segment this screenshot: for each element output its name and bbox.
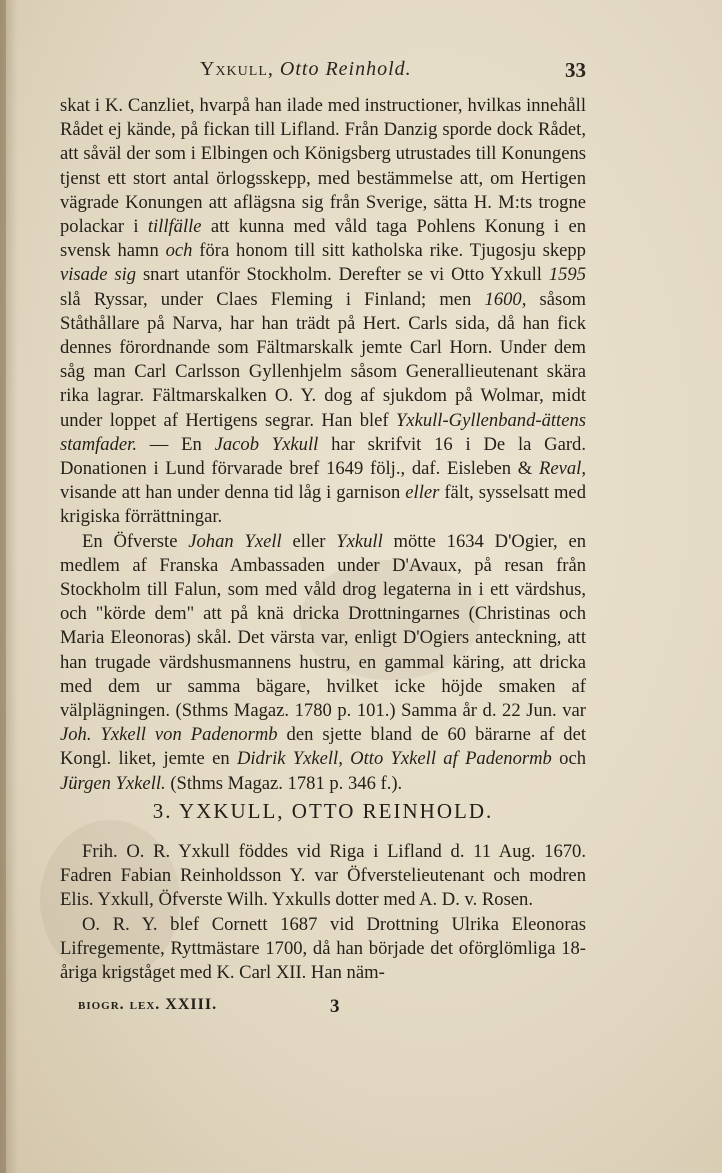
section-heading: 3. YXKULL, OTTO REINHOLD.: [152, 799, 494, 823]
italic-text: Jürgen Yxkell.: [60, 772, 166, 794]
running-header: [60, 58, 586, 88]
text-run: (Sthms Magaz. 1781 p. 346 f.).: [165, 772, 403, 794]
text-run: fält, sysselsatt med krigiska förrättningar.: [60, 482, 586, 528]
paragraph: [60, 913, 586, 986]
italic-text: 1600,: [484, 288, 527, 310]
italic-text: 1595: [548, 264, 586, 286]
signature-number: 3: [330, 996, 340, 1017]
italic-text: och: [165, 240, 193, 262]
text-run: snart utanför Stockholm. Derefter se vi Otto Yxkull: [136, 264, 549, 286]
italic-text: eller: [405, 482, 440, 504]
italic-text: Joh. Yxkell von Padenormb: [60, 724, 278, 746]
running-title: [200, 58, 412, 81]
paragraph: [60, 530, 586, 796]
text-run: mötte 1634 D'Ogier, en medlem af Franska Ambassaden under D'Avaux, på resan från Stockholm till Falun, som med våld drog legaterna in i ett värdshus, och "körde dem" att på knä dricka Drottningarnes (Christinas och Maria Eleonoras) skål. Det värsta var, enligt D'Ogiers anteckning, att han trugade värdshusmannens hustru, en gammal käring, att dricka med dem ur samma bägare, hvilket icke höjde smaken af välplägningen. (Sthms Magaz. 1780 p. 101.) Samma år d. 22 Jun. var: [60, 530, 586, 722]
text-run: och: [551, 748, 587, 770]
italic-text: visade sig: [60, 264, 137, 286]
italic-text: Reval,: [539, 458, 586, 480]
italic-text: Didrik Yxkell, Otto Yxkell af Padenormb: [236, 748, 552, 770]
italic-text: Yxkull: [336, 530, 383, 552]
text-run: — En: [136, 433, 215, 455]
text-run: Frih. O. R. Yxkull föddes vid Riga i Lifland d. 11 Aug. 1670. Fadren Fabian Reinholdsson Y. var Öfverstelieutenant och modren Elis. Yxkull, Öfverste Wilh. Yxkulls dotter med A. D. v. Rosen.: [60, 841, 586, 911]
italic-text: tillfälle: [147, 216, 202, 238]
text-run: O. R. Y. blef Cornett 1687 vid Drottning Ulrika Eleonoras Lifregemente, Ryttmästare 1700, då han började det oförglömliga 18-åriga krigståget med K. Carl XII. Han näm-: [60, 913, 586, 984]
text-run: att kunna med våld taga Pohlens Konung i en svensk hamn: [60, 216, 586, 262]
text-run: eller: [281, 530, 337, 552]
page-footer: [60, 996, 586, 1022]
text-run: såsom Ståthållare på Narva, har han trädt på Hert. Carls sida, då han fick dennes förordnande som Fältmarskalk jemte Carl Horn. Under dem såg man Carl Carlsson Gyllenhjelm såsom Generallieutenant skära rika lagrar. Fältmarskalken O. Y. dog af sjukdom på Wolmar, midt under loppet af Hertigens segrar. Han blef: [60, 288, 587, 431]
text-run: föra honom till sitt katholska rike. Tjugosju skepp: [192, 240, 586, 262]
paragraph: [60, 94, 586, 530]
italic-text: Yxkull-Gyllenband-ättens stamfader.: [60, 409, 586, 455]
paragraph: [60, 840, 586, 913]
text-run: har skrifvit 16 i De la Gard. Donationen i Lund förvarade bref 1649 följ., daf. Eisleben &: [60, 433, 586, 480]
italic-text: Johan Yxell: [188, 530, 282, 552]
page-number: 33: [565, 58, 586, 82]
running-title-name: Yxkull,: [200, 58, 274, 80]
running-title-given: Otto Reinhold.: [279, 58, 412, 80]
article-body-part-1: [60, 94, 586, 796]
article-body-part-2: [60, 840, 586, 985]
text-run: den sjette bland de 60 bärarne af det Kongl. liket, jemte en: [60, 724, 586, 770]
text-run: visande att han under denna tid låg i garnison: [60, 482, 406, 504]
text-run: slå Ryssar, under Claes Fleming i Finland; men: [60, 288, 485, 310]
page-binding-edge: [0, 0, 6, 1173]
text-run: En Öfverste: [82, 530, 189, 552]
printer-signature: biogr. lex. XXIII.: [78, 996, 218, 1013]
italic-text: Jacob Yxkull: [214, 433, 319, 455]
text-run: skat i K. Canzliet, hvarpå han ilade med instructioner, hvilkas innehåll Rådet ej kände, på fickan till Lifland. Från Danzig sporde dock Rådet, att såväl der som i Elbingen och Königsberg utrustades till Konungens tjenst ett stort antal örlogsskepp, med bestämmelse att, om Hertigen vägrade Konungen att aflägsna sig från Sverige, sätta H. M:ts trogne polackar i: [60, 95, 586, 238]
